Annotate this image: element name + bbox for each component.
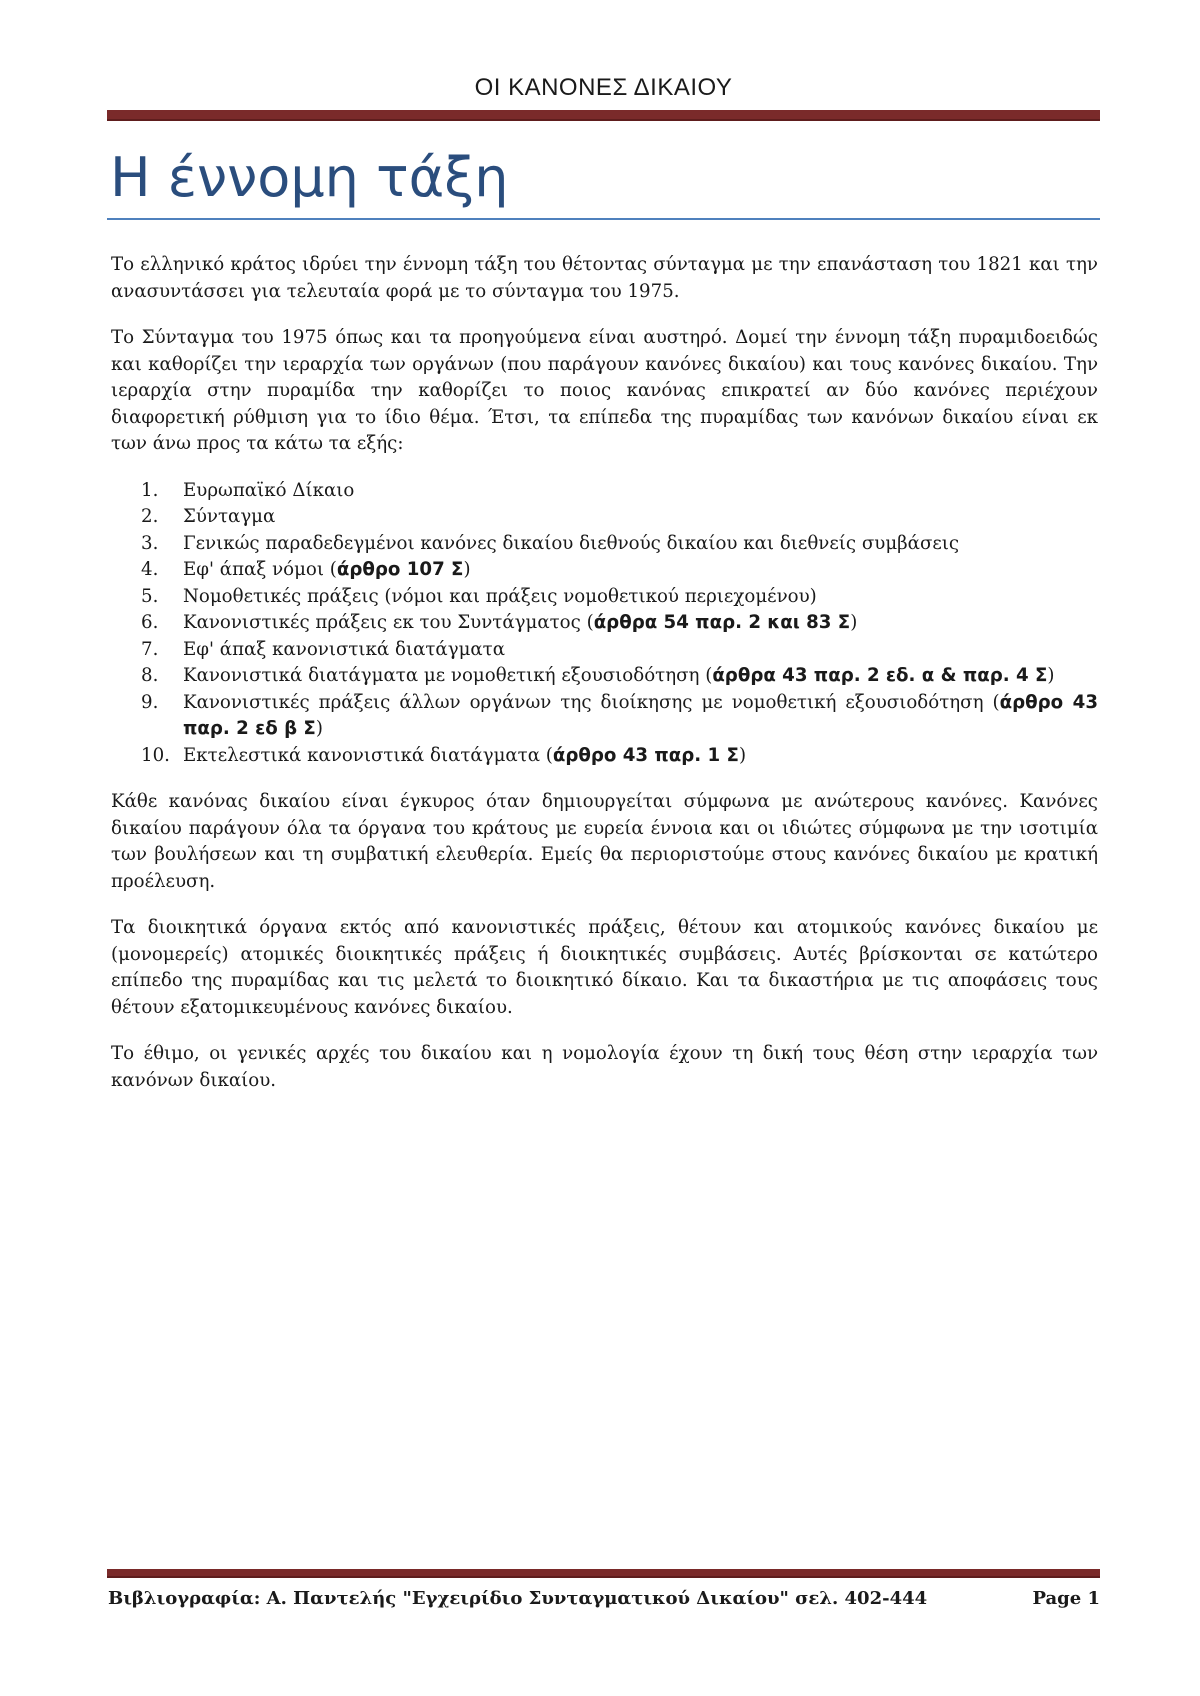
article-reference: άρθρα 54 παρ. 2 και 83 Σ (593, 612, 851, 633)
list-text-end: ) (315, 718, 323, 739)
list-number: 2. (141, 506, 159, 527)
header-rule (107, 110, 1100, 121)
article-reference: άρθρο 107 Σ (336, 559, 464, 580)
list-number: 8. (141, 665, 159, 686)
list-item (111, 663, 1098, 690)
list-item (111, 610, 1098, 637)
list-item (111, 637, 1098, 664)
list-text: Εκτελεστικά κανονιστικά διατάγματα ( (183, 744, 553, 766)
paragraph: Το Σύνταγμα του 1975 όπως και τα προηγούμενα είναι αυστηρό. Δομεί την έννομη τάξη πυραμιδοειδώς και καθορίζει την ιεραρχία των οργάνων (που παράγουν κανόνες δικαίου) και τους κανόνες δικαίου. Την ιεραρχία στην πυραμίδα την καθορίζει το ποιος κανόνας επικρατεί αν δύο κανόνες περιέχουν διαφορετική ρύθμιση για το ίδιο θέμα. Έτσι, τα επίπεδα της πυραμίδας των κανόνων δικαίου είναι εκ των άνω προς τα κάτω τα εξής: (111, 327, 1098, 454)
list-number: 1. (141, 479, 159, 501)
footer-bibliography: Βιβλιογραφία: Α. Παντελής "Εγχειρίδιο Συνταγματικού Δικαίου" σελ. 402-444 (108, 1588, 928, 1609)
list-number: 6. (141, 612, 159, 633)
list-number: 9. (141, 691, 159, 713)
page-number: Page 1 (1032, 1588, 1100, 1609)
list-item (111, 743, 1098, 770)
footer-rule (107, 1569, 1100, 1578)
list-text: Κανονιστικά διατάγματα με νομοθετική εξουσιοδότηση ( (183, 665, 713, 686)
list-number: 10. (141, 744, 170, 766)
list-text-end: ) (1047, 665, 1055, 686)
list-number: 7. (141, 638, 159, 660)
paragraph: Τα διοικητικά όργανα εκτός από κανονιστικές πράξεις, θέτουν και ατομικούς κανόνες δικαίου με (μονομερείς) ατομικές διοικητικές πράξεις ή διοικητικές συμβάσεις. Αυτές βρίσκονται σε κατώτερο επίπεδο της πυραμίδας και τις μελετά το διοικητικό δίκαιο. Και τα δικαστήρια με τις αποφάσεις τους θέτουν εξατομικευμένους κανόνες δικαίου. (111, 917, 1098, 1018)
list-text: Ευρωπαϊκό Δίκαιο (183, 479, 355, 501)
list-text: Εφ' άπαξ νόμοι ( (183, 559, 337, 580)
paragraph: Το έθιμο, οι γενικές αρχές του δικαίου και η νομολογία έχουν τη δική τους θέση στην ιεραρχία των κανόνων δικαίου. (111, 1043, 1098, 1091)
list-item (111, 478, 1098, 505)
list-text: Κανονιστικές πράξεις άλλων οργάνων της διοίκησης με νομοθετική εξουσιοδότηση ( (183, 691, 1000, 713)
list-text: Νομοθετικές πράξεις (νόμοι και πράξεις νομοθετικού περιεχομένου) (183, 585, 817, 607)
article-reference: άρθρο 43 παρ. 1 Σ (552, 744, 739, 766)
document-body (111, 252, 1098, 1114)
list-text: Εφ' άπαξ κανονιστικά διατάγματα (183, 638, 506, 660)
footer (108, 1588, 1100, 1609)
list-text-end: ) (850, 612, 858, 633)
list-text: Κανονιστικές πράξεις εκ του Συντάγματος ( (183, 612, 594, 633)
hierarchy-list (111, 478, 1098, 770)
list-number: 3. (141, 532, 159, 554)
list-text-end: ) (463, 559, 471, 580)
list-item (111, 531, 1098, 558)
article-reference: άρθρο 43 παρ. 2 εδ β Σ (183, 691, 1098, 739)
list-item (111, 504, 1098, 531)
paragraph: Κάθε κανόνας δικαίου είναι έγκυρος όταν δημιουργείται σύμφωνα με ανώτερους κανόνες. Κανόνες δικαίου παράγουν όλα τα όργανα του κράτους με ευρεία έννοια και οι ιδιώτες σύμφωνα με την ισοτιμία των βουλήσεων και τη συμβατική ελευθερία. Εμείς θα περιοριστούμε στους κανόνες δικαίου με κρατική προέλευση. (111, 791, 1098, 892)
list-number: 5. (141, 585, 159, 607)
paragraph: Το ελληνικό κράτος ιδρύει την έννομη τάξη του θέτοντας σύνταγμα με την επανάσταση του 1821 και την ανασυντάσσει για τελευταία φορά με το σύνταγμα του 1975. (111, 254, 1098, 302)
page-title: Η έννομη τάξη (110, 146, 509, 209)
list-text: Γενικώς παραδεδεγμένοι κανόνες δικαίου διεθνούς δικαίου και διεθνείς συμβάσεις (183, 532, 960, 554)
running-header: ΟΙ ΚΑΝΟΝΕΣ ΔΙΚΑΙΟΥ (474, 74, 733, 101)
list-item (111, 557, 1098, 584)
list-item (111, 690, 1098, 743)
list-item (111, 584, 1098, 611)
article-reference: άρθρα 43 παρ. 2 εδ. α & παρ. 4 Σ (712, 665, 1048, 686)
list-text-end: ) (738, 744, 747, 766)
title-rule (107, 218, 1100, 220)
list-text: Σύνταγμα (183, 506, 276, 527)
list-number: 4. (141, 559, 159, 580)
